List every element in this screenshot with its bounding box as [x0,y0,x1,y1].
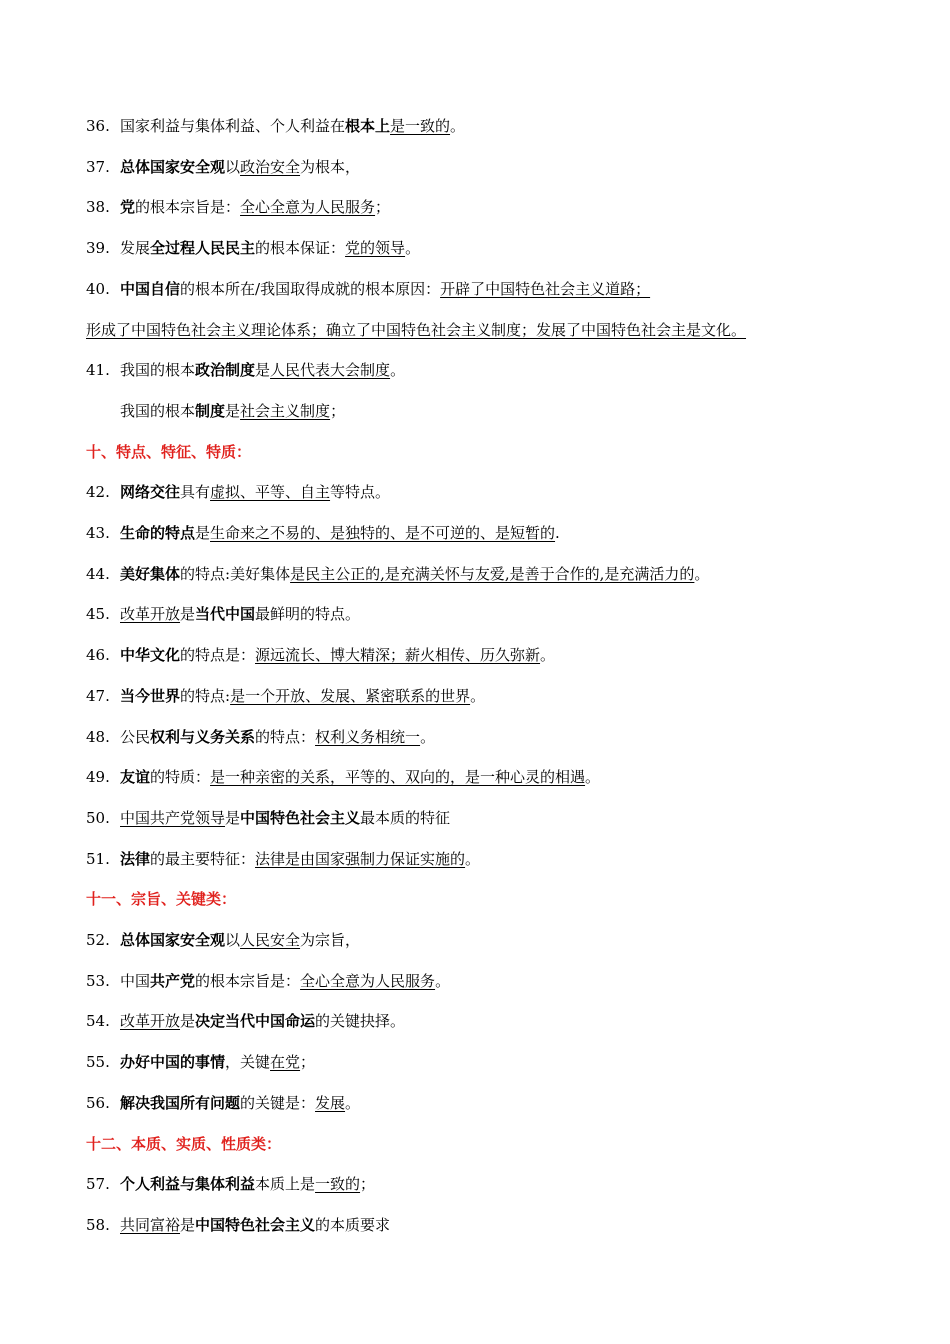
underlined-text: 党的领导 [345,239,406,257]
text-segment: 。 [405,239,421,257]
bold-text: 全过程人民民主 [150,239,256,257]
text-segment: 国家利益与集体利益、个人利益在 [120,117,346,135]
text-segment: 的关键抉择。 [315,1012,406,1030]
item-number: 38. [86,198,110,216]
bold-text: 法律 [120,850,151,868]
list-item [86,320,746,340]
bold-text: 政治制度 [195,361,256,379]
underlined-text: 源远流长、博大精深；薪火相传、历久弥新 [255,646,541,664]
text-segment: ； [300,1053,316,1071]
bold-text: 总体国家安全观 [120,158,226,176]
text-segment: 以 [225,158,241,176]
text-segment: 是 [195,524,211,542]
text-segment: ，关键 [225,1053,271,1071]
text-segment: 十二、本质、实质、性质类： [86,1135,282,1153]
list-item [86,1052,315,1072]
list-item [86,1093,360,1113]
underlined-text: 人民代表大会制度 [270,361,391,379]
bold-text: 根本上 [345,117,391,135]
text-segment: 的最主要特征： [150,850,256,868]
underlined-text: 人民安全 [240,931,301,949]
bold-text: 中华文化 [120,646,181,664]
item-number: 39. [86,239,110,257]
list-item [86,727,435,747]
item-number: 49. [86,768,110,786]
text-segment: 的特点:美好集体 [180,565,291,583]
text-segment: 是 [180,1012,196,1030]
underlined-text: 法律是由国家强制力保证实施的 [255,850,466,868]
text-segment: 等特点。 [330,483,391,501]
bold-text: 决定当代中国命运 [195,1012,316,1030]
bold-text: 办好中国的事情 [120,1053,226,1071]
text-segment: 是 [255,361,271,379]
text-segment: 。 [694,565,710,583]
section-heading [86,442,251,462]
text-segment: 。 [390,361,406,379]
item-number: 55. [86,1053,110,1071]
text-segment: 的根本宗旨是： [195,972,301,990]
item-number: 58. [86,1216,110,1234]
bold-text: 中国自信 [120,280,181,298]
text-segment: ； [330,402,346,420]
list-item [86,645,555,665]
list-item [86,604,360,624]
item-number: 44. [86,565,110,583]
underlined-text: 中国共产党领导 [120,809,226,827]
bold-text: 总体国家安全观 [120,931,226,949]
bold-text: 生命的特点 [120,524,196,542]
bold-text: 解决我国所有问题 [120,1094,241,1112]
text-segment: 是 [225,402,241,420]
item-number: 45. [86,605,110,623]
list-item [120,401,345,421]
text-segment: 的本质要求 [315,1216,391,1234]
list-item [86,238,420,258]
list-item [86,197,390,217]
text-segment: 中国 [120,972,151,990]
item-number: 53. [86,972,110,990]
underlined-text: 是民主公正的,是充满关怀与友爱,是善于合作的,是充满活力的 [290,565,695,583]
text-segment: 的根本宗旨是： [135,198,241,216]
text-segment: 的关键是： [240,1094,316,1112]
item-number: 57. [86,1175,110,1193]
list-item [86,482,390,502]
text-segment: 以 [225,931,241,949]
text-segment: 发展 [120,239,151,257]
underlined-text: 权利义务相统一 [315,728,421,746]
text-segment: 十、特点、特征、特质： [86,443,252,461]
text-segment: 我国的根本 [120,361,196,379]
text-segment: 的特点是： [180,646,256,664]
underlined-text: 共同富裕 [120,1216,181,1234]
list-item [86,849,480,869]
underlined-text: 全心全意为人民服务 [240,198,376,216]
section-heading [86,889,236,909]
text-segment: 最鲜明的特点。 [255,605,361,623]
list-item [86,808,450,828]
bold-text: 美好集体 [120,565,181,583]
text-segment: 的特质： [150,768,211,786]
text-segment: ； [375,198,391,216]
text-segment: 为根本， [300,158,361,176]
text-segment: 最本质的特征 [360,809,451,827]
bold-text: 当代中国 [195,605,256,623]
list-item [86,930,360,950]
list-item [86,971,450,991]
bold-text: 中国特色社会主义 [240,809,361,827]
item-number: 48. [86,728,110,746]
item-number: 52. [86,931,110,949]
list-item [86,116,465,136]
text-segment: 。 [540,646,556,664]
underlined-text: 全心全意为人民服务 [300,972,436,990]
underlined-text: 形成了中国特色社会主义理论体系；确立了中国特色社会主义制度；发展了中国特色社会主是文化。 [86,321,747,339]
bold-text: 制度 [195,402,226,420]
underlined-text: 虚拟、平等、自主 [210,483,331,501]
underlined-text: 政治安全 [240,158,301,176]
list-item [86,686,485,706]
underlined-text: 是一致的 [390,117,451,135]
bold-text: 网络交往 [120,483,181,501]
item-number: 41. [86,361,110,379]
text-segment: 是 [180,1216,196,1234]
text-segment: 的特点： [255,728,316,746]
text-segment: 的根本所在/我国取得成就的根本原因： [180,280,441,298]
item-number: 51. [86,850,110,868]
underlined-text: 生命来之不易的、是独特的、是不可逆的、是短暂的 [210,524,556,542]
text-segment: 是 [225,809,241,827]
bold-text: 党 [120,198,136,216]
item-number: 37. [86,158,110,176]
text-segment: 我国的根本 [120,402,196,420]
item-number: 46. [86,646,110,664]
underlined-text: 一致的 [315,1175,361,1193]
bold-text: 中国特色社会主义 [195,1216,316,1234]
text-segment: 具有 [180,483,211,501]
list-item [86,1011,405,1031]
bold-text: 权利与义务关系 [150,728,256,746]
text-segment: 十一、宗旨、关键类： [86,890,237,908]
underlined-text: 社会主义制度 [240,402,331,420]
text-segment: ； [360,1175,376,1193]
underlined-text: 改革开放 [120,1012,181,1030]
list-item [86,157,360,177]
text-segment: 。 [465,850,481,868]
item-number: 40. [86,280,110,298]
list-item [86,1174,375,1194]
item-number: 47. [86,687,110,705]
text-segment: 。 [585,768,601,786]
section-heading [86,1134,281,1154]
underlined-text: 在党 [270,1053,301,1071]
text-segment: 的特点: [180,687,231,705]
underlined-text: 是一个开放、发展、紧密联系的世界 [230,687,471,705]
bold-text: 共产党 [150,972,196,990]
list-item [86,523,560,543]
item-number: 36. [86,117,110,135]
text-segment: 公民 [120,728,151,746]
list-item [86,360,405,380]
text-segment: 。 [345,1094,361,1112]
text-segment: 本质上是 [255,1175,316,1193]
bold-text: 友谊 [120,768,151,786]
item-number: 42. [86,483,110,501]
text-segment: . [555,524,560,542]
underlined-text: 开辟了中国特色社会主义道路； [440,280,651,298]
list-item [86,767,600,787]
bold-text: 个人利益与集体利益 [120,1175,256,1193]
text-segment: 的根本保证： [255,239,346,257]
underlined-text: 发展 [315,1094,346,1112]
list-item [86,1215,390,1235]
text-segment: 。 [435,972,451,990]
text-segment: 。 [470,687,486,705]
text-segment: 。 [420,728,436,746]
list-item [86,279,650,299]
text-segment: 。 [450,117,466,135]
text-segment: 为宗旨， [300,931,361,949]
underlined-text: 改革开放 [120,605,181,623]
item-number: 43. [86,524,110,542]
item-number: 54. [86,1012,110,1030]
item-number: 50. [86,809,110,827]
list-item [86,564,709,584]
item-number: 56. [86,1094,110,1112]
underlined-text: 是一种亲密的关系，平等的、双向的，是一种心灵的相遇 [210,768,586,786]
bold-text: 当今世界 [120,687,181,705]
text-segment: 是 [180,605,196,623]
